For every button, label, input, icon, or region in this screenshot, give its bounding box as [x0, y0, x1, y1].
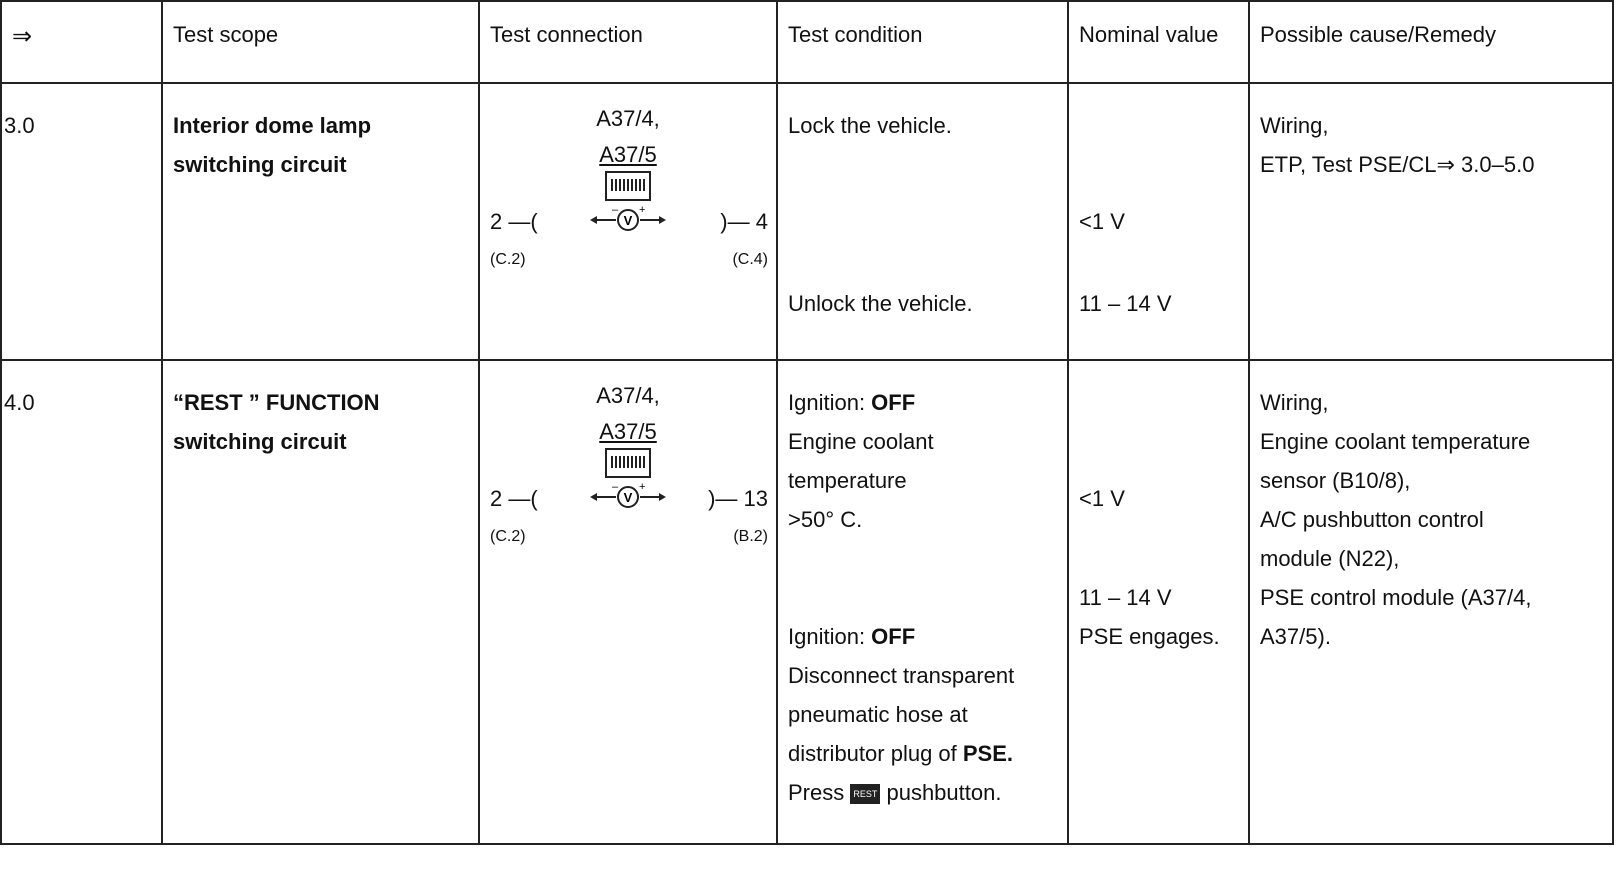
cause-line: ETP, Test PSE/CL⇒ 3.0–5.0 — [1260, 152, 1535, 177]
module-label: A37/5 — [599, 142, 657, 167]
condition-line: Disconnect transparent — [788, 663, 1015, 688]
cause-line: module (N22), — [1260, 546, 1400, 571]
pin-left: 2 —( — [490, 209, 538, 234]
module-label: A37/5 — [599, 419, 657, 444]
voltmeter-icon — [588, 481, 668, 511]
module-label: A37/4, — [596, 106, 660, 131]
cause-line: sensor (B10/8), — [1260, 468, 1411, 493]
pin-right-sub: (C.4) — [732, 251, 768, 268]
condition-line: temperature — [788, 468, 907, 493]
module-label: A37/4, — [596, 383, 660, 408]
test-condition: Unlock the vehicle. — [788, 291, 973, 316]
pin-left-sub: (C.2) — [490, 251, 526, 268]
table-row — [1, 360, 1613, 844]
condition-line: distributor plug of PSE. — [788, 741, 1014, 766]
svg-text:V: V — [623, 490, 633, 505]
pin-left-sub: (C.2) — [490, 528, 526, 545]
svg-text:–: – — [612, 204, 619, 216]
svg-text:+: + — [639, 204, 646, 216]
test-scope-header: Test scope — [173, 22, 279, 47]
scope-line: switching circuit — [173, 152, 347, 177]
table-row — [1, 83, 1613, 360]
arrow-header: ⇒ — [12, 23, 33, 50]
nominal-value: <1 V — [1079, 209, 1125, 234]
cause-line: Engine coolant temperature — [1260, 429, 1531, 454]
pin-right: )— 4 — [720, 209, 768, 234]
table-header-row — [1, 1, 1613, 83]
test-box-icon — [605, 448, 651, 478]
test-box-icon — [605, 171, 651, 201]
condition-line: pneumatic hose at — [788, 702, 968, 727]
scope-line: switching circuit — [173, 429, 347, 454]
cause-line: PSE control module (A37/4, — [1260, 585, 1532, 610]
cause-line: A37/5). — [1260, 624, 1331, 649]
rest-key-icon: REST — [850, 784, 880, 804]
nominal-value-header: Nominal value — [1079, 22, 1219, 47]
test-condition — [778, 361, 1067, 812]
possible-cause-header: Possible cause/Remedy — [1260, 22, 1497, 47]
pin-right: )— 13 — [708, 486, 768, 511]
test-connection-header: Test connection — [490, 22, 643, 47]
condition-line: >50° C. — [788, 507, 863, 532]
condition-line: Ignition: OFF — [788, 390, 916, 415]
scope-line: Interior dome lamp — [173, 113, 372, 138]
test-connection-diagram — [480, 361, 776, 843]
svg-text:–: – — [612, 481, 619, 493]
nominal-value: 11 – 14 V — [1079, 291, 1172, 316]
pin-right-sub: (B.2) — [733, 528, 768, 545]
nominal-value: 11 – 14 V — [1079, 585, 1172, 610]
possible-cause — [1250, 84, 1612, 184]
step-number: 4.0 — [4, 390, 35, 415]
test-scope — [163, 84, 478, 184]
condition-line: Engine coolant — [788, 429, 934, 454]
test-condition: Lock the vehicle. — [788, 113, 952, 138]
cause-line: Wiring, — [1260, 113, 1329, 138]
condition-line: Ignition: OFF — [788, 624, 916, 649]
test-scope — [163, 361, 478, 461]
scope-line: “REST ” FUNCTION — [173, 390, 380, 415]
test-connection-diagram — [480, 84, 776, 359]
cause-line: A/C pushbutton control — [1260, 507, 1484, 532]
cause-line: Wiring, — [1260, 390, 1329, 415]
test-condition-header: Test condition — [788, 22, 923, 47]
svg-text:+: + — [639, 481, 646, 493]
nominal-value: PSE engages. — [1079, 624, 1220, 649]
svg-text:V: V — [623, 213, 633, 228]
voltmeter-icon — [588, 204, 668, 234]
pin-left: 2 —( — [490, 486, 538, 511]
step-number: 3.0 — [4, 113, 35, 138]
nominal-value: <1 V — [1079, 486, 1125, 511]
possible-cause — [1250, 361, 1612, 656]
condition-line: Press REST pushbutton. — [788, 780, 1002, 805]
